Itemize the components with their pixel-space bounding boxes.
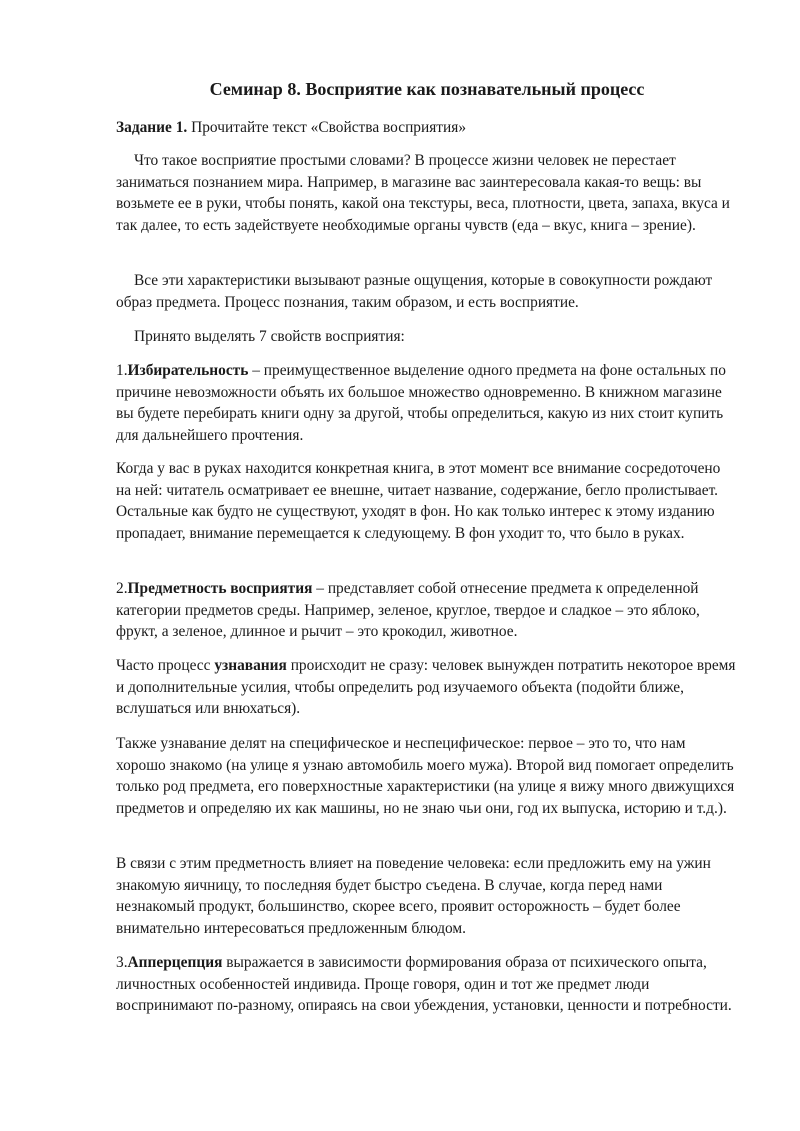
property-2-term: Предметность восприятия [127, 580, 313, 597]
property-1-term: Избирательность [127, 362, 249, 379]
property-2-text: – представляет собой отнесение предмета к определенной категории предметов среды. Например, зеленое, круглое, твердое и сладкое – это яблоко, фрукт, а зеленое, длинное и рычит – это крокодил, животное. [116, 580, 700, 641]
property-3-paragraph [116, 952, 738, 1017]
property-1-paragraph [116, 360, 738, 446]
property-3-term: Апперцепция [127, 954, 223, 971]
property-1-number: 1. [116, 362, 128, 379]
property-2-paragraph-2 [116, 655, 738, 720]
intro-paragraph-1: Что такое восприятие простыми словами? В процессе жизни человек не перестает заниматься познанием мира. Например, в магазине вас заинтересовала какая-то вещь: вы возьмете ее в руки, чтобы понять, какой она текстуры, веса, плотности, цвета, запаха, вкуса и так далее, то есть задействуете необходимые органы чувств (еда – вкус, книга – зрение). [116, 152, 730, 234]
recognition-term: узнавания [214, 657, 287, 674]
property-2-paragraph-4: В связи с этим предметность влияет на поведение человека: если предложить ему на ужин знакомую яичницу, то последняя будет быстро съедена. В случае, когда перед нами незнакомый продукт, большинство, скорее всего, проявит осторожность – будет более внимательно интересоваться предложенным блюдом. [116, 855, 711, 937]
intro-paragraph-2: Все эти характеристики вызывают разные ощущения, которые в совокупности рождают образ предмета. Процесс познания, таким образом, и есть восприятие. [116, 272, 713, 311]
task-paragraph [116, 117, 738, 139]
property-3-text: выражается в зависимости формирования образа от психического опыта, личностных особенностей индивида. Проще говоря, один и тот же предмет люди воспринимают по-разному, опираясь на свои убеждения, установки, ценности и потребности. [116, 954, 732, 1015]
property-1-text: – преимущественное выделение одного предмета на фоне остальных по причине невозможности объять их большое множество одновременно. В книжном магазине вы будете перебирать книги одну за другой, чтобы определиться, какую из них стоит купить для дальнейшего прочтения. [116, 362, 726, 444]
task-label: Задание 1. [116, 119, 188, 136]
property-3-number: 3. [116, 954, 128, 971]
page-title: Семинар 8. Восприятие как познавательный процесс [209, 79, 645, 99]
intro-paragraph-3: Принято выделять 7 свойств восприятия: [134, 328, 405, 345]
task-text: Прочитайте текст «Свойства восприятия» [187, 119, 467, 136]
property-2-paragraph-3: Также узнавание делят на специфическое и неспецифическое: первое – это то, что нам хорошо знакомо (на улице я узнаю автомобиль моего мужа). Второй вид помогает определить только род предмета, его поверхностные характеристики (на улице я вижу много движущихся предметов и определяю их как машины, но не знаю чьи они, год их выпуска, историю и т.д.). [116, 735, 735, 817]
property-1-paragraph-2: Когда у вас в руках находится конкретная книга, в этот момент все внимание сосредоточено на ней: читатель осматривает ее внешне, читает название, содержание, бегло пролистывает. Остальные как будто не существуют, уходят в фон. Но как только интерес к этому изданию пропадает, внимание перемещается к следующему. В фон уходит то, что было в руках. [116, 460, 721, 542]
recognition-text-before: Часто процесс [116, 657, 215, 674]
property-2-paragraph [116, 578, 738, 643]
property-2-number: 2. [116, 580, 128, 597]
recognition-text-after: происходит не сразу: человек вынужден потратить некоторое время и дополнительные усилия, чтобы определить род изучаемого объекта (подойти ближе, вслушаться или внюхаться). [116, 657, 736, 718]
